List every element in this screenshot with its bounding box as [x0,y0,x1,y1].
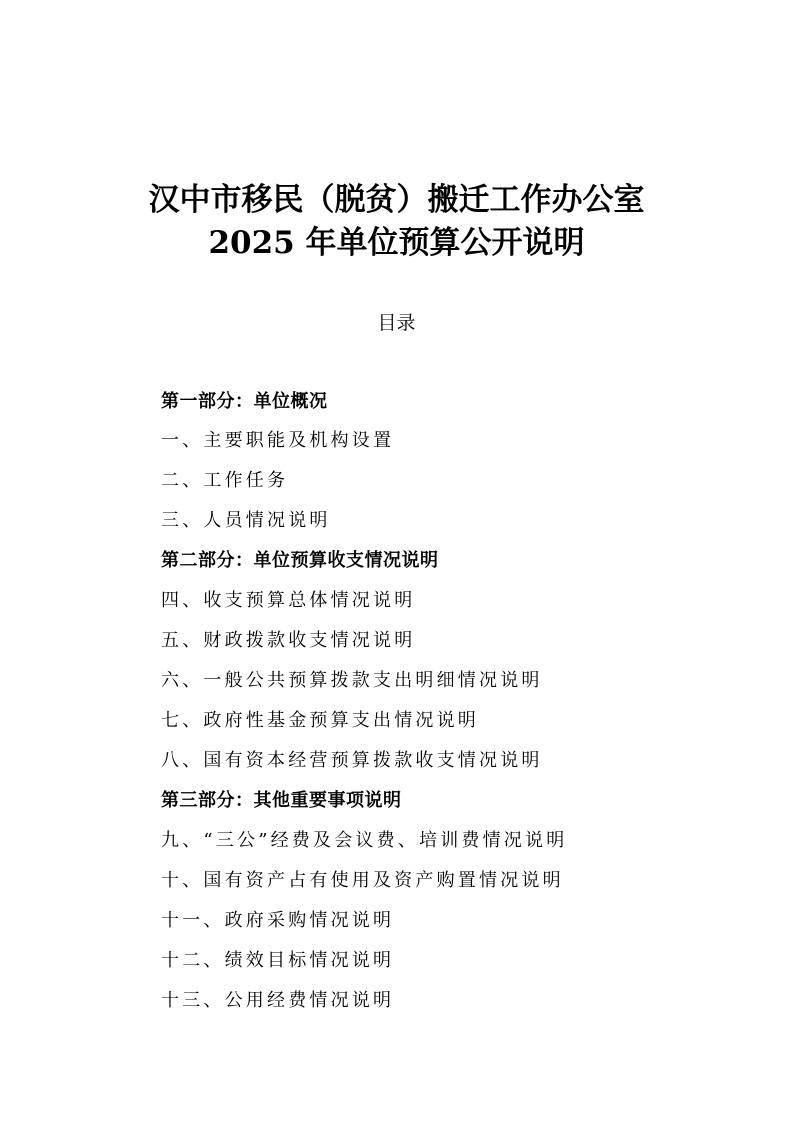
toc-item-3: 三、人员情况说明 [161,510,331,531]
toc-item-7: 七、政府性基金预算支出情况说明 [161,710,479,731]
toc-part-1: 第一部分：单位概况 [161,391,328,412]
document-title-line-1: 汉中市移民（脱贫）搬迁工作办公室 [148,182,645,218]
document-title-line-2: 2025 年单位预算公开说明 [208,225,585,261]
toc-item-8: 八、国有资本经营预算拨款收支情况说明 [161,750,543,771]
toc-item-6: 六、一般公共预算拨款支出明细情况说明 [161,670,543,691]
toc-item-11: 十一、政府采购情况说明 [161,910,395,931]
toc-item-2: 二、工作任务 [161,470,289,491]
toc-item-12: 十二、绩效目标情况说明 [161,950,395,971]
toc-item-10: 十、国有资产占有使用及资产购置情况说明 [161,870,564,891]
toc-heading: 目录 [377,312,416,334]
toc-item-13: 十三、公用经费情况说明 [161,990,395,1011]
toc-item-9: 九、“三公”经费及会议费、培训费情况说明 [161,830,568,851]
toc-item-1: 一、主要职能及机构设置 [161,430,395,451]
toc-part-2: 第二部分：单位预算收支情况说明 [161,550,439,571]
toc-item-4: 四、收支预算总体情况说明 [161,590,416,611]
toc-item-5: 五、财政拨款收支情况说明 [161,630,416,651]
toc-part-3: 第三部分：其他重要事项说明 [161,790,402,811]
